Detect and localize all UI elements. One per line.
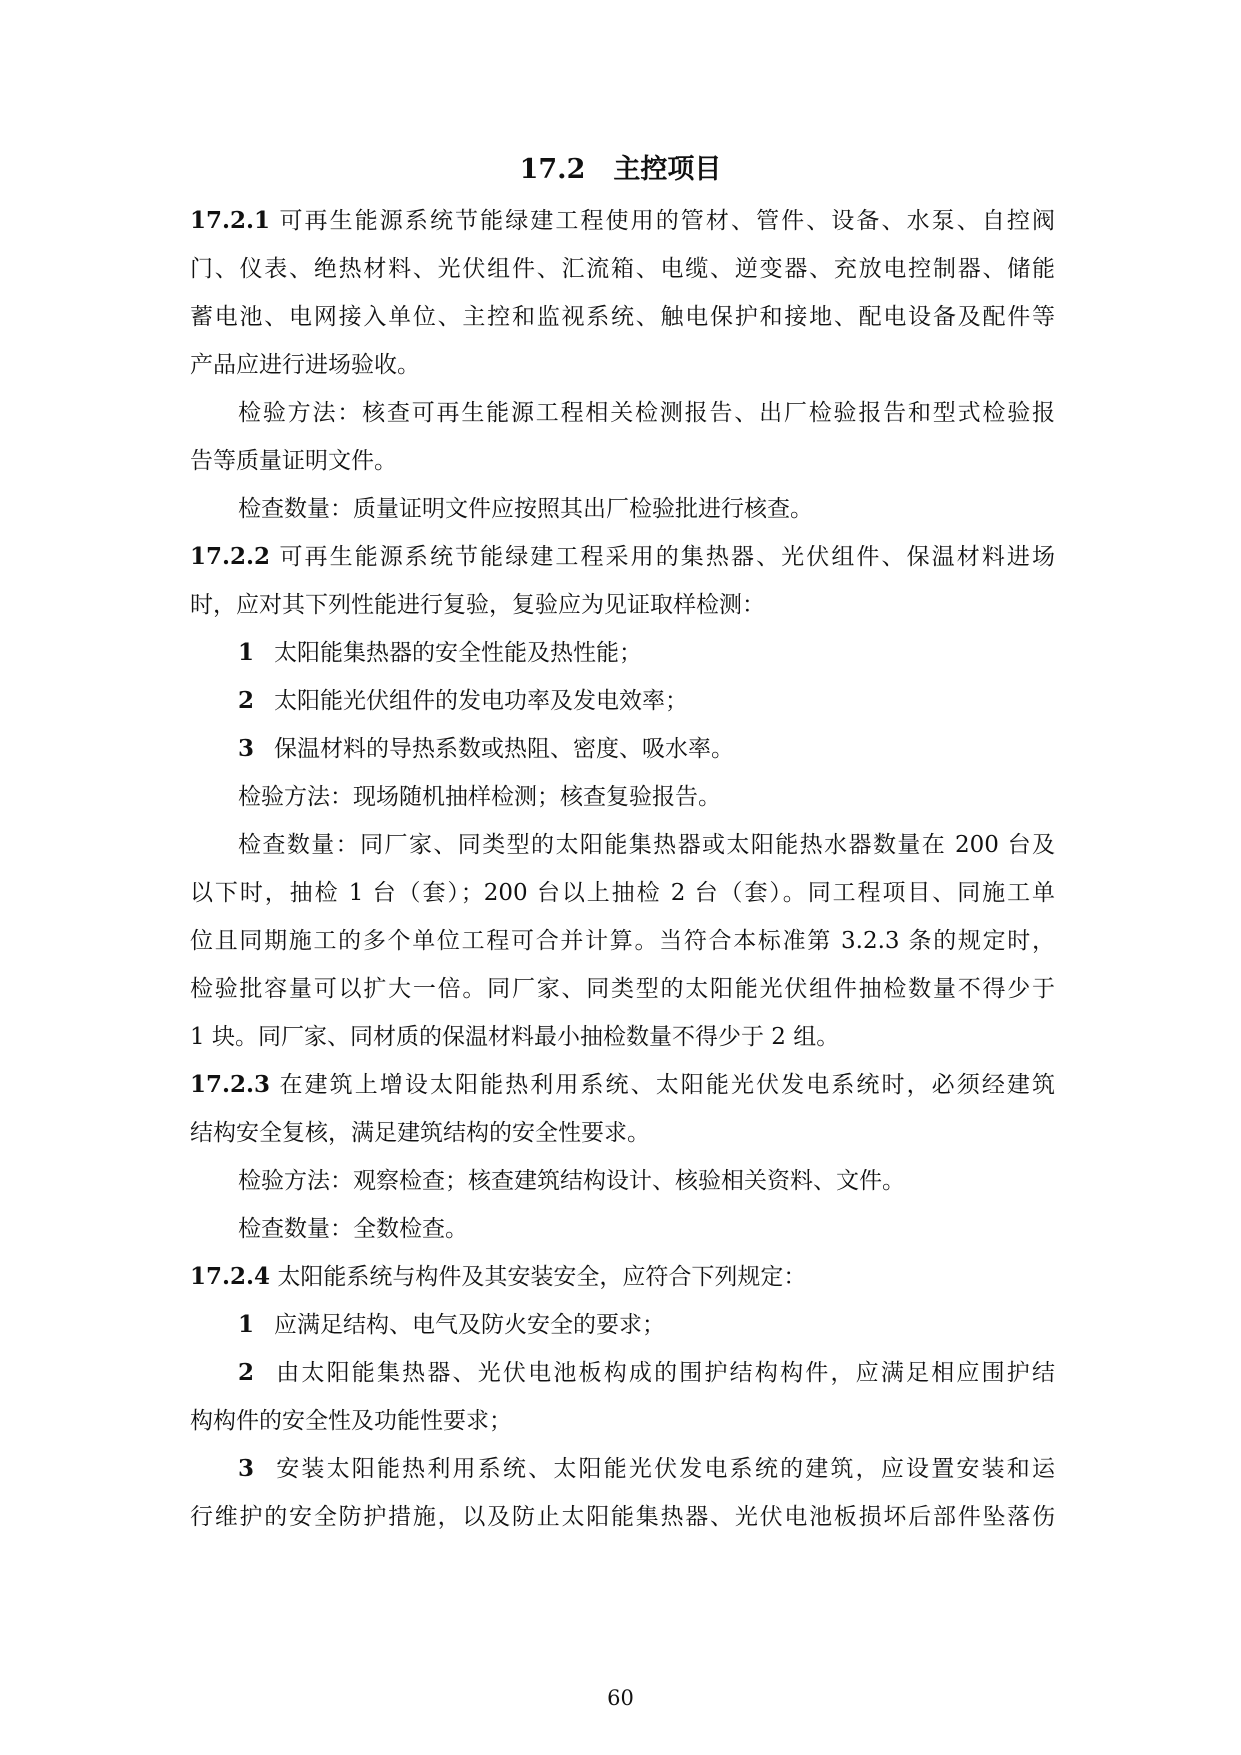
clause-17-2-4-line-1: 17.2.4 太阳能系统与构件及其安装安全，应符合下列规定： bbox=[190, 1253, 1055, 1301]
section-title: 主控项目 bbox=[613, 154, 722, 185]
clause-17-2-1-line-4: 产品应进行进场验收。 bbox=[190, 352, 420, 378]
inspection-quantity-2-line-4: 检验批容量可以扩大一倍。同厂家、同类型的太阳能光伏组件抽检数量不得少于 bbox=[190, 976, 1055, 1002]
list-item: 1 太阳能集热器的安全性能及热性能； bbox=[238, 639, 642, 666]
inspection-method-1-line-1: 检验方法：核查可再生能源工程相关检测报告、出厂检验报告和型式检验报 bbox=[238, 400, 1055, 426]
list-item: 2 由太阳能集热器、光伏电池板构成的围护结构构件，应满足相应围护结 bbox=[238, 1359, 1055, 1386]
list-item: 1 应满足结构、电气及防火安全的要求； bbox=[238, 1311, 665, 1338]
clause-17-2-2-line-1: 17.2.2 可再生能源系统节能绿建工程采用的集热器、光伏组件、保温材料进场 bbox=[190, 533, 1055, 581]
clause-number: 17.2.4 bbox=[190, 1263, 271, 1290]
inspection-quantity-2-line-1: 检查数量：同厂家、同类型的太阳能集热器或太阳能热水器数量在 200 台及 bbox=[238, 832, 1055, 858]
section-heading bbox=[0, 150, 1241, 190]
clause-17-2-1-line-2: 门、仪表、绝热材料、光伏组件、汇流箱、电缆、逆变器、充放电控制器、储能 bbox=[190, 256, 1055, 282]
list-item: 3 保温材料的导热系数或热阻、密度、吸水率。 bbox=[238, 735, 734, 762]
inspection-quantity-2-line-2: 以下时，抽检 1 台（套）；200 台以上抽检 2 台（套）。同工程项目、同施工单 bbox=[190, 880, 1055, 906]
list-item-continuation: 行维护的安全防护措施，以及防止太阳能集热器、光伏电池板损坏后部件坠落伤 bbox=[190, 1504, 1055, 1530]
list-item: 3 安装太阳能热利用系统、太阳能光伏发电系统的建筑，应设置安装和运 bbox=[238, 1455, 1055, 1482]
clause-17-2-1-line-3: 蓄电池、电网接入单位、主控和监视系统、触电保护和接地、配电设备及配件等 bbox=[190, 304, 1055, 330]
inspection-quantity-3: 检查数量：全数检查。 bbox=[238, 1216, 468, 1242]
inspection-quantity-2-line-3: 位且同期施工的多个单位工程可合并计算。当符合本标准第 3.2.3 条的规定时， bbox=[190, 928, 1055, 954]
inspection-quantity-2-line-5: 1 块。同厂家、同材质的保温材料最小抽检数量不得少于 2 组。 bbox=[190, 1024, 840, 1050]
clause-number: 17.2.1 bbox=[190, 207, 271, 234]
inspection-quantity-1: 检查数量：质量证明文件应按照其出厂检验批进行核查。 bbox=[238, 496, 813, 522]
clause-17-2-3-line-2: 结构安全复核，满足建筑结构的安全性要求。 bbox=[190, 1120, 650, 1146]
inspection-method-1-line-2: 告等质量证明文件。 bbox=[190, 448, 397, 474]
page-number: 60 bbox=[607, 1686, 634, 1710]
list-item-continuation: 构构件的安全性及功能性要求； bbox=[190, 1408, 512, 1434]
inspection-method-3: 检验方法：观察检查；核查建筑结构设计、核验相关资料、文件。 bbox=[238, 1168, 905, 1194]
clause-17-2-2-line-2: 时，应对其下列性能进行复验，复验应为见证取样检测： bbox=[190, 592, 765, 618]
clause-17-2-1-line-1: 17.2.1 可再生能源系统节能绿建工程使用的管材、管件、设备、水泵、自控阀 bbox=[190, 197, 1055, 245]
list-item: 2 太阳能光伏组件的发电功率及发电效率； bbox=[238, 687, 688, 714]
inspection-method-2: 检验方法：现场随机抽样检测；核查复验报告。 bbox=[238, 784, 721, 810]
clause-number: 17.2.2 bbox=[190, 543, 271, 570]
clause-17-2-3-line-1: 17.2.3 在建筑上增设太阳能热利用系统、太阳能光伏发电系统时，必须经建筑 bbox=[190, 1061, 1055, 1109]
clause-number: 17.2.3 bbox=[190, 1071, 271, 1098]
section-number: 17.2 bbox=[519, 154, 586, 185]
